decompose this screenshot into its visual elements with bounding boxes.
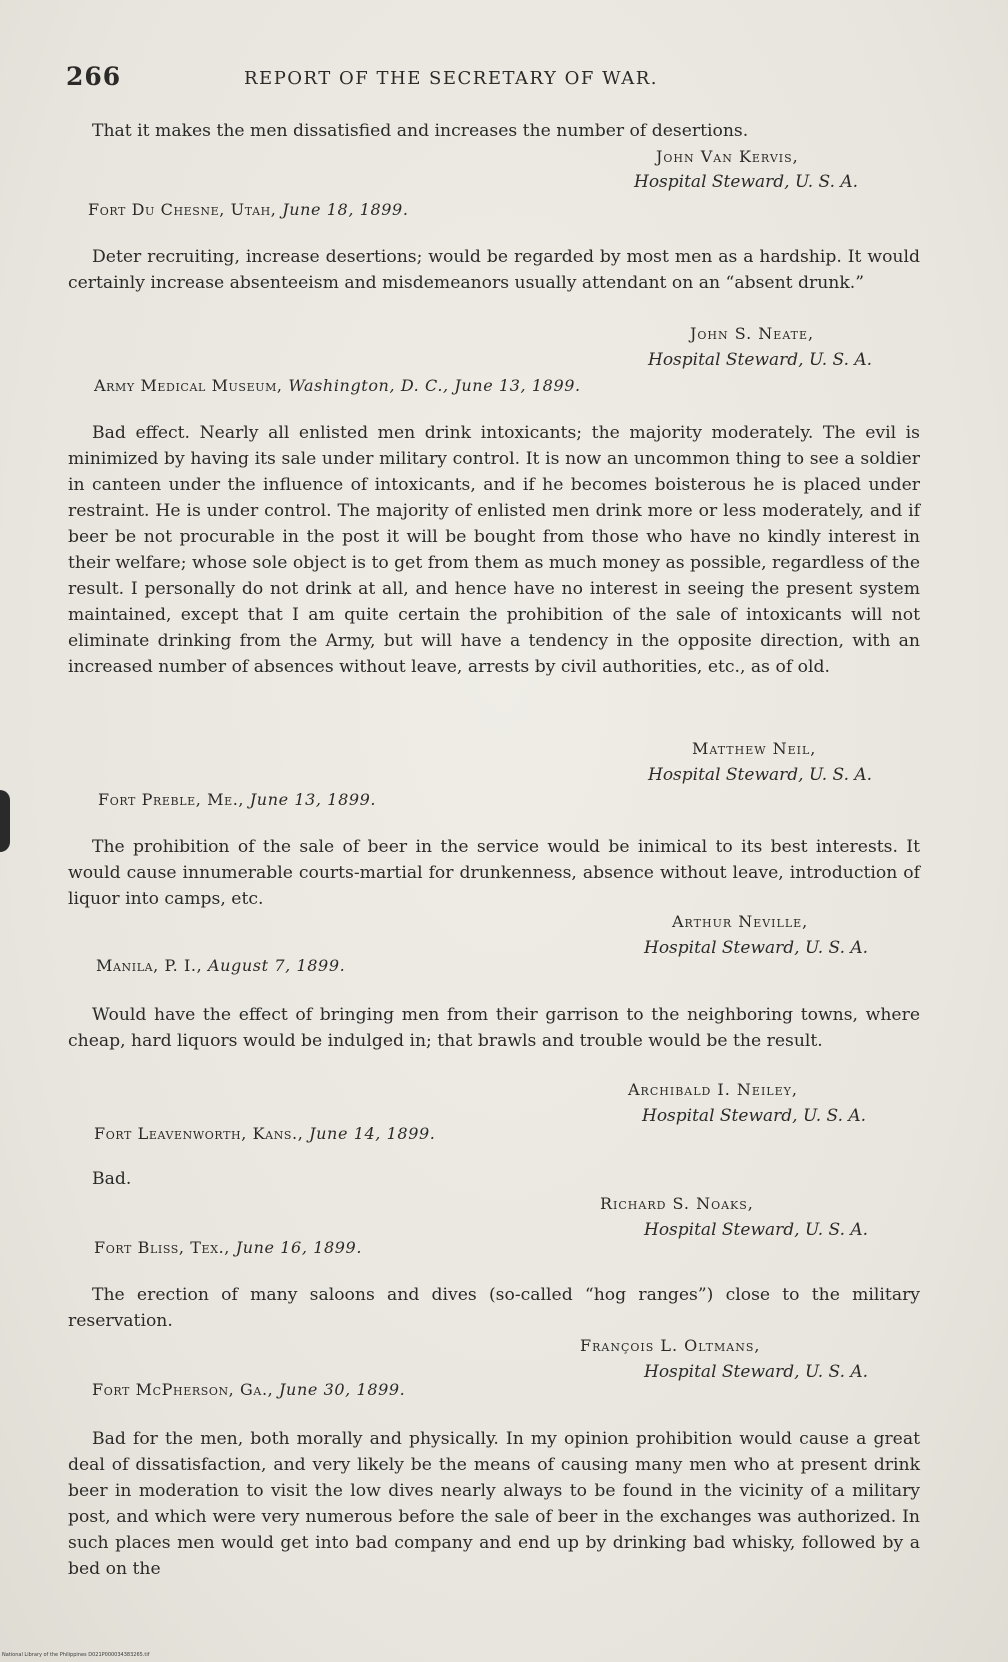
dateline-date: June 13, 1899. — [454, 376, 581, 395]
dateline-date: June 30, 1899. — [279, 1380, 406, 1399]
entry-text — [68, 1166, 920, 1192]
dateline-place: Fort Bliss, Tex., — [94, 1238, 230, 1257]
signatory-name: Richard S. Noaks, — [600, 1194, 754, 1213]
dateline — [96, 956, 345, 975]
entry-text — [68, 1282, 920, 1334]
dateline-date: June 14, 1899. — [309, 1124, 436, 1143]
signatory-name: Archibald I. Neiley, — [628, 1080, 798, 1099]
dateline-place: Fort McPherson, Ga., — [92, 1380, 274, 1399]
signatory-title: Hospital Steward, U. S. A. — [644, 938, 869, 958]
dateline-date: June 18, 1899. — [282, 200, 409, 219]
dateline-place: Fort Preble, Me., — [98, 790, 245, 809]
paragraph: The prohibition of the sale of beer in the service would be inimical to its best interests. It would cause innumerable courts-martial for drunkenness, absence without leave, introduction of liquor into camps, etc. — [68, 837, 920, 909]
dateline-place: Fort Du Chesne, Utah, — [88, 200, 277, 219]
signatory-name: Arthur Neville, — [672, 912, 809, 931]
running-title: REPORT OF THE SECRETARY OF WAR. — [244, 68, 658, 89]
page-number: 266 — [66, 62, 122, 91]
signatory-title: Hospital Steward, U. S. A. — [644, 1362, 869, 1382]
paragraph: Bad. — [92, 1169, 132, 1189]
entry-text — [68, 1002, 920, 1054]
dateline — [88, 200, 409, 219]
dateline — [92, 1380, 405, 1399]
signatory-name: John S. Neate, — [690, 324, 815, 343]
signatory-title: Hospital Steward, U. S. A. — [648, 765, 873, 785]
paragraph: The erection of many saloons and dives (so-called “hog ranges”) close to the military reservation. — [68, 1285, 920, 1331]
signatory-title: Hospital Steward, U. S. A. — [644, 1220, 869, 1240]
dateline-place: Manila, P. I., — [96, 956, 203, 975]
paragraph: Would have the effect of bringing men from their garrison to the neighboring towns, where cheap, hard liquors would be indulged in; that brawls and trouble would be the result. — [68, 1005, 920, 1051]
entry-text — [68, 420, 920, 680]
entry-text — [68, 118, 920, 144]
dateline — [94, 376, 581, 395]
paragraph: Bad effect. Nearly all enlisted men drink intoxicants; the majority moderately. The evil is minimized by having its sale under military control. It is now an uncommon thing to see a soldier in canteen under the influence of intoxicants, and if he becomes boisterous he is placed under restraint. He is under control. The majority of enlisted men drink more or less moderately, and if beer be not procurable in the post it will be bought from those who have no kindly interest in their welfare; whose sole object is to get from them as much money as possible, regardless of the result. I personally do not drink at all, and hence have no interest in seeing the present system maintained, except that I am quite certain the prohibition of the sale of intoxicants will not eliminate drinking from the Army, but will have a tendency in the opposite direction, with an increased number of absences without leave, arrests by civil authorities, etc., as of old. — [68, 423, 921, 677]
signatory-name: John Van Kervis, — [656, 147, 799, 166]
entry-text — [68, 244, 920, 296]
signatory-name: Matthew Neil, — [692, 739, 817, 758]
scan-credit: National Library of the Philippines D021P000034383265.tif — [2, 1652, 150, 1658]
dateline-place: Army Medical Museum, — [94, 376, 283, 395]
signatory-title: Hospital Steward, U. S. A. — [642, 1106, 867, 1126]
dateline — [94, 1238, 362, 1257]
dateline-place-city: Washington, D. C., — [288, 376, 449, 395]
dateline-date: August 7, 1899. — [208, 956, 346, 975]
signatory-title: Hospital Steward, U. S. A. — [648, 350, 873, 370]
dateline-date: June 13, 1899. — [249, 790, 377, 809]
dateline — [98, 790, 376, 809]
paragraph: Deter recruiting, increase desertions; would be regarded by most men as a hardship. It would certainly increase absenteeism and misdemeanors usually attendant on an “absent drunk.” — [68, 247, 920, 293]
dateline-place: Fort Leavenworth, Kans., — [94, 1124, 304, 1143]
signatory-title: Hospital Steward, U. S. A. — [634, 172, 859, 192]
dateline-date: June 16, 1899. — [235, 1238, 363, 1257]
scan-edge-mark — [0, 790, 10, 852]
dateline — [94, 1124, 435, 1143]
entry-text — [68, 1426, 920, 1582]
paragraph: Bad for the men, both morally and physically. In my opinion prohibition would cause a great deal of dissatisfaction, and very likely be the means of causing many men who at present drink beer in moderation to visit the low dives nearly always to be found in the vicinity of a military post, and which were very numerous before the sale of beer in the exchanges was authorized. In such places men would get into bad company and end up by drinking bad whisky, followed by a bed on the — [68, 1429, 920, 1579]
paragraph: That it makes the men dissatisfied and increases the number of desertions. — [92, 121, 749, 141]
entry-text — [68, 834, 920, 912]
signatory-name: François L. Oltmans, — [580, 1336, 761, 1355]
